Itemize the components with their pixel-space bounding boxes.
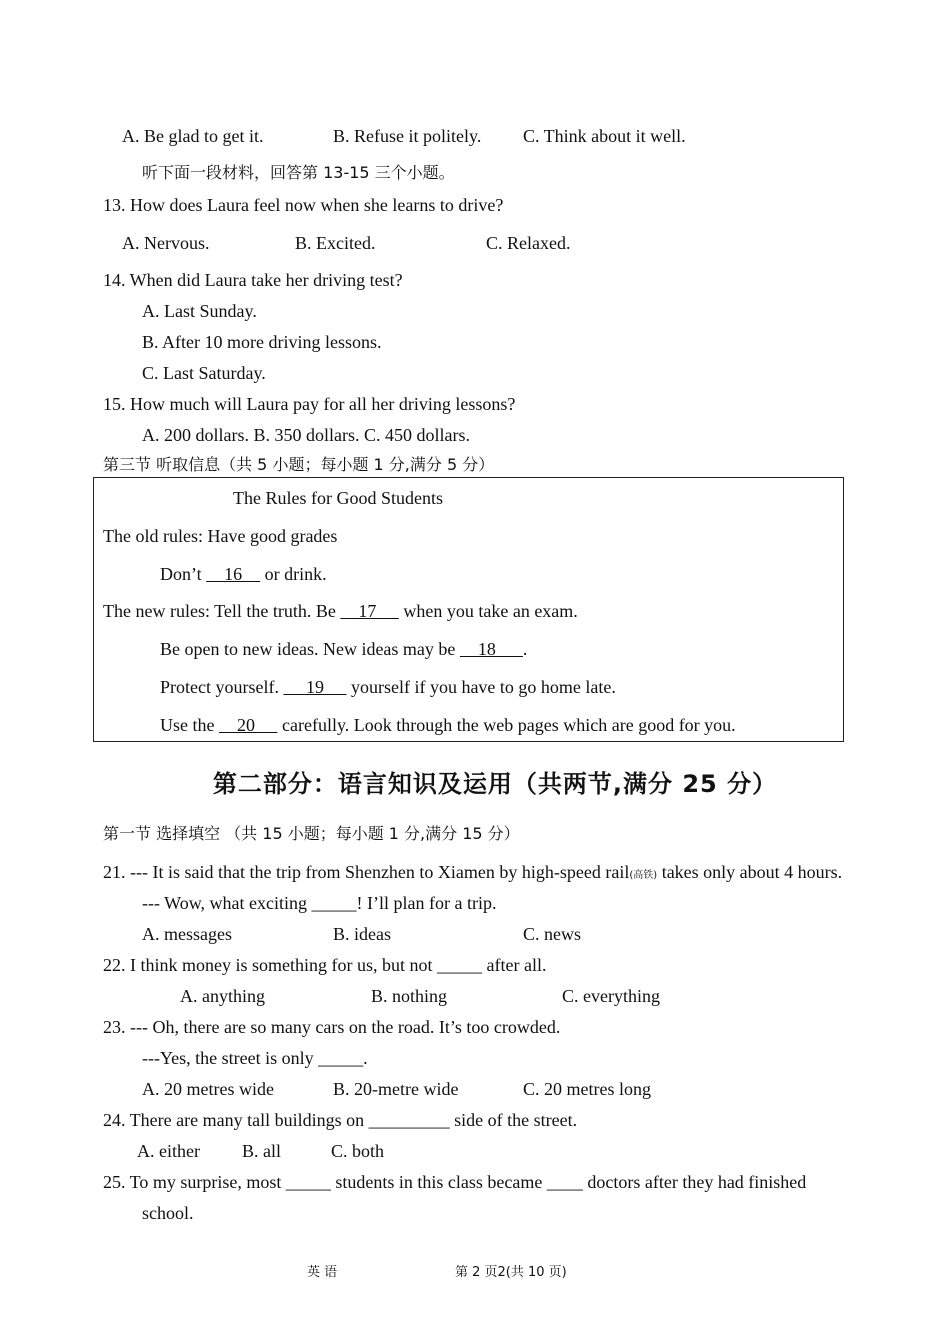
q24-option-b: B. all bbox=[242, 1141, 281, 1161]
q25-line2: school. bbox=[142, 1203, 194, 1223]
line19-post: yourself if you have to go home late. bbox=[346, 677, 616, 697]
q12-option-a: A. Be glad to get it. bbox=[122, 126, 264, 146]
q23-option-a: A. 20 metres wide bbox=[142, 1079, 274, 1099]
q23-question: 23. --- Oh, there are so many cars on the road. It’s too crowded. bbox=[103, 1017, 561, 1037]
line16-pre: Don’t bbox=[160, 564, 207, 584]
section3-title: 第三节 听取信息（共 5 小题；每小题 1 分,满分 5 分） bbox=[103, 455, 495, 474]
rules-line-16 bbox=[160, 563, 327, 585]
line17-post: when you take an exam. bbox=[398, 601, 578, 621]
rules-line-20 bbox=[160, 714, 736, 736]
section2-instruction: 听下面一段材料，回答第 13-15 三个小题。 bbox=[142, 163, 455, 182]
rules-title: The Rules for Good Students bbox=[233, 488, 443, 508]
q21-option-c: C. news bbox=[523, 924, 581, 944]
rules-line-18 bbox=[160, 638, 527, 660]
q14-question: 14. When did Laura take her driving test? bbox=[103, 270, 403, 290]
q21-option-b: B. ideas bbox=[333, 924, 391, 944]
blank-17: 17 bbox=[340, 601, 399, 621]
q23-option-b: B. 20-metre wide bbox=[333, 1079, 459, 1099]
q13-option-b: B. Excited. bbox=[295, 233, 376, 253]
footer-page-number: 第 2 页2(共 10 页) bbox=[455, 1265, 567, 1280]
q21-line1-post: takes only about 4 hours. bbox=[657, 862, 843, 882]
footer-subject: 英 语 bbox=[307, 1265, 338, 1280]
blank-18: 18 bbox=[459, 639, 523, 659]
q21-line1-pre: 21. --- It is said that the trip from Shenzhen to Xiamen by high-speed rail bbox=[103, 862, 630, 882]
q12-option-b: B. Refuse it politely. bbox=[333, 126, 482, 146]
line20-pre: Use the bbox=[160, 715, 219, 735]
blank-20: 20 bbox=[218, 715, 278, 735]
q23-option-c: C. 20 metres long bbox=[523, 1079, 651, 1099]
q24-option-a: A. either bbox=[137, 1141, 200, 1161]
line19-pre: Protect yourself. bbox=[160, 677, 284, 697]
q22-option-b: B. nothing bbox=[371, 986, 448, 1006]
line20-post: carefully. Look through the web pages which are good for you. bbox=[277, 715, 736, 735]
q24-option-c: C. both bbox=[331, 1141, 385, 1161]
q21-question bbox=[103, 861, 842, 887]
q21-gloss: (高铁) bbox=[629, 870, 658, 881]
q13-option-c: C. Relaxed. bbox=[486, 233, 571, 253]
q15-question: 15. How much will Laura pay for all her driving lessons? bbox=[103, 394, 516, 414]
rules-old-label: The old rules: Have good grades bbox=[103, 526, 338, 546]
q15-options: A. 200 dollars. B. 350 dollars. C. 450 dollars. bbox=[142, 425, 470, 445]
blank-16: 16 bbox=[206, 564, 261, 584]
q23-line2: ---Yes, the street is only _____. bbox=[142, 1048, 368, 1068]
line16-post: or drink. bbox=[260, 564, 327, 584]
q24-question: 24. There are many tall buildings on _________ side of the street. bbox=[103, 1110, 578, 1130]
line17-pre: The new rules: Tell the truth. Be bbox=[103, 601, 341, 621]
line18-post: . bbox=[522, 639, 528, 659]
q22-option-a: A. anything bbox=[180, 986, 265, 1006]
blank-19: 19 bbox=[283, 677, 347, 697]
part2-title: 第二部分：语言知识及运用（共两节,满分 25 分） bbox=[212, 770, 778, 798]
q13-question: 13. How does Laura feel now when she learns to drive? bbox=[103, 195, 504, 215]
rules-line-17 bbox=[103, 600, 578, 622]
q22-question: 22. I think money is something for us, but not _____ after all. bbox=[103, 955, 547, 975]
q13-option-a: A. Nervous. bbox=[122, 233, 210, 253]
q14-option-c: C. Last Saturday. bbox=[142, 363, 266, 383]
q21-option-a: A. messages bbox=[142, 924, 232, 944]
q22-option-c: C. everything bbox=[562, 986, 660, 1006]
line18-pre: Be open to new ideas. New ideas may be bbox=[160, 639, 460, 659]
q25-question: 25. To my surprise, most _____ students in this class became ____ doctors after they had finished bbox=[103, 1172, 807, 1192]
q21-line2: --- Wow, what exciting _____! I’ll plan for a trip. bbox=[142, 893, 497, 913]
q14-option-b: B. After 10 more driving lessons. bbox=[142, 332, 382, 352]
rules-line-19 bbox=[160, 676, 616, 698]
q12-option-c: C. Think about it well. bbox=[523, 126, 686, 146]
part2-section1-title: 第一节 选择填空 （共 15 小题；每小题 1 分,满分 15 分） bbox=[103, 824, 520, 843]
q14-option-a: A. Last Sunday. bbox=[142, 301, 257, 321]
